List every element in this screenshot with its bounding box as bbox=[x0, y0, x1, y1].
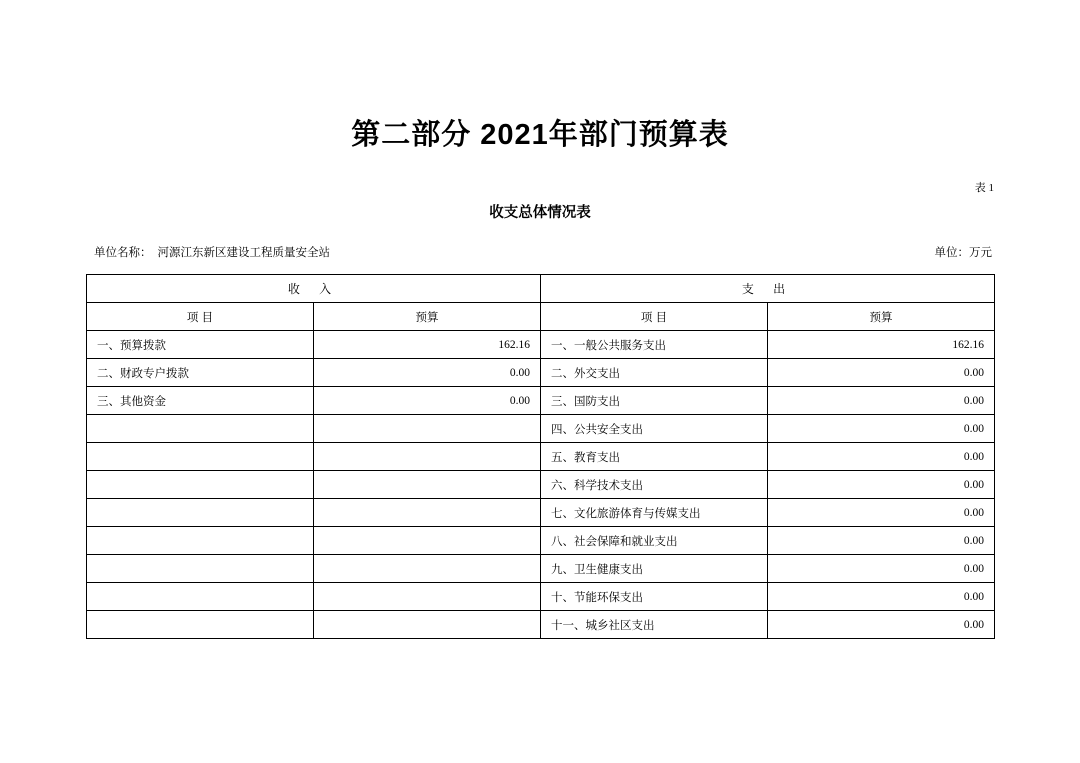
income-item bbox=[87, 415, 314, 443]
column-header-income-budget: 预算 bbox=[314, 303, 541, 331]
expense-budget: 162.16 bbox=[768, 331, 995, 359]
table-row bbox=[87, 611, 995, 639]
expense-budget: 0.00 bbox=[768, 611, 995, 639]
income-budget bbox=[314, 527, 541, 555]
expense-item: 八、社会保障和就业支出 bbox=[541, 527, 768, 555]
column-header-expense-item: 项 目 bbox=[541, 303, 768, 331]
expense-item: 三、国防支出 bbox=[541, 387, 768, 415]
income-item bbox=[87, 443, 314, 471]
table-row bbox=[87, 387, 995, 415]
income-budget: 0.00 bbox=[314, 359, 541, 387]
unit-name-group bbox=[94, 244, 330, 260]
income-item bbox=[87, 527, 314, 555]
income-budget bbox=[314, 499, 541, 527]
group-header-expense: 支 出 bbox=[541, 275, 995, 303]
expense-item: 九、卫生健康支出 bbox=[541, 555, 768, 583]
table-row bbox=[87, 331, 995, 359]
income-item bbox=[87, 555, 314, 583]
income-budget bbox=[314, 471, 541, 499]
income-item: 二、财政专户拨款 bbox=[87, 359, 314, 387]
expense-item: 十、节能环保支出 bbox=[541, 583, 768, 611]
income-budget bbox=[314, 443, 541, 471]
income-item bbox=[87, 499, 314, 527]
expense-item: 七、文化旅游体育与传媒支出 bbox=[541, 499, 768, 527]
income-item bbox=[87, 611, 314, 639]
income-item bbox=[87, 583, 314, 611]
column-header-expense-budget: 预算 bbox=[768, 303, 995, 331]
expense-item: 四、公共安全支出 bbox=[541, 415, 768, 443]
expense-budget: 0.00 bbox=[768, 359, 995, 387]
table-row bbox=[87, 555, 995, 583]
expense-item: 一、一般公共服务支出 bbox=[541, 331, 768, 359]
table-row bbox=[87, 499, 995, 527]
budget-table bbox=[86, 274, 995, 639]
expense-budget: 0.00 bbox=[768, 583, 995, 611]
income-budget: 0.00 bbox=[314, 387, 541, 415]
table-caption: 收支总体情况表 bbox=[489, 205, 591, 221]
expense-item: 十一、城乡社区支出 bbox=[541, 611, 768, 639]
table-group-header-row bbox=[87, 275, 995, 303]
column-header-income-item: 项 目 bbox=[87, 303, 314, 331]
table-row bbox=[87, 527, 995, 555]
income-item: 一、预算拨款 bbox=[87, 331, 314, 359]
table-row bbox=[87, 359, 995, 387]
expense-item: 五、教育支出 bbox=[541, 443, 768, 471]
income-budget bbox=[314, 555, 541, 583]
expense-budget: 0.00 bbox=[768, 415, 995, 443]
group-header-income: 收 入 bbox=[87, 275, 541, 303]
income-budget bbox=[314, 611, 541, 639]
expense-budget: 0.00 bbox=[768, 387, 995, 415]
expense-budget: 0.00 bbox=[768, 471, 995, 499]
table-column-header-row bbox=[87, 303, 995, 331]
table-row bbox=[87, 471, 995, 499]
unit-name-value: 河源江东新区建设工程质量安全站 bbox=[157, 247, 330, 259]
income-budget bbox=[314, 415, 541, 443]
table-row bbox=[87, 583, 995, 611]
unit-name-label: 单位名称： bbox=[94, 247, 152, 259]
unit-measure-label: 单位：万元 bbox=[934, 247, 992, 259]
income-budget: 162.16 bbox=[314, 331, 541, 359]
expense-item: 二、外交支出 bbox=[541, 359, 768, 387]
income-item bbox=[87, 471, 314, 499]
expense-budget: 0.00 bbox=[768, 527, 995, 555]
expense-budget: 0.00 bbox=[768, 555, 995, 583]
table-row bbox=[87, 415, 995, 443]
table-row bbox=[87, 443, 995, 471]
income-budget bbox=[314, 583, 541, 611]
table-meta-row bbox=[86, 222, 994, 262]
expense-budget: 0.00 bbox=[768, 443, 995, 471]
expense-budget: 0.00 bbox=[768, 499, 995, 527]
income-item: 三、其他资金 bbox=[87, 387, 314, 415]
page-title: 第二部分 2021年部门预算表 bbox=[351, 119, 729, 151]
expense-item: 六、科学技术支出 bbox=[541, 471, 768, 499]
table-index-label: 表 1 bbox=[974, 182, 994, 194]
budget-table-body bbox=[87, 275, 995, 639]
